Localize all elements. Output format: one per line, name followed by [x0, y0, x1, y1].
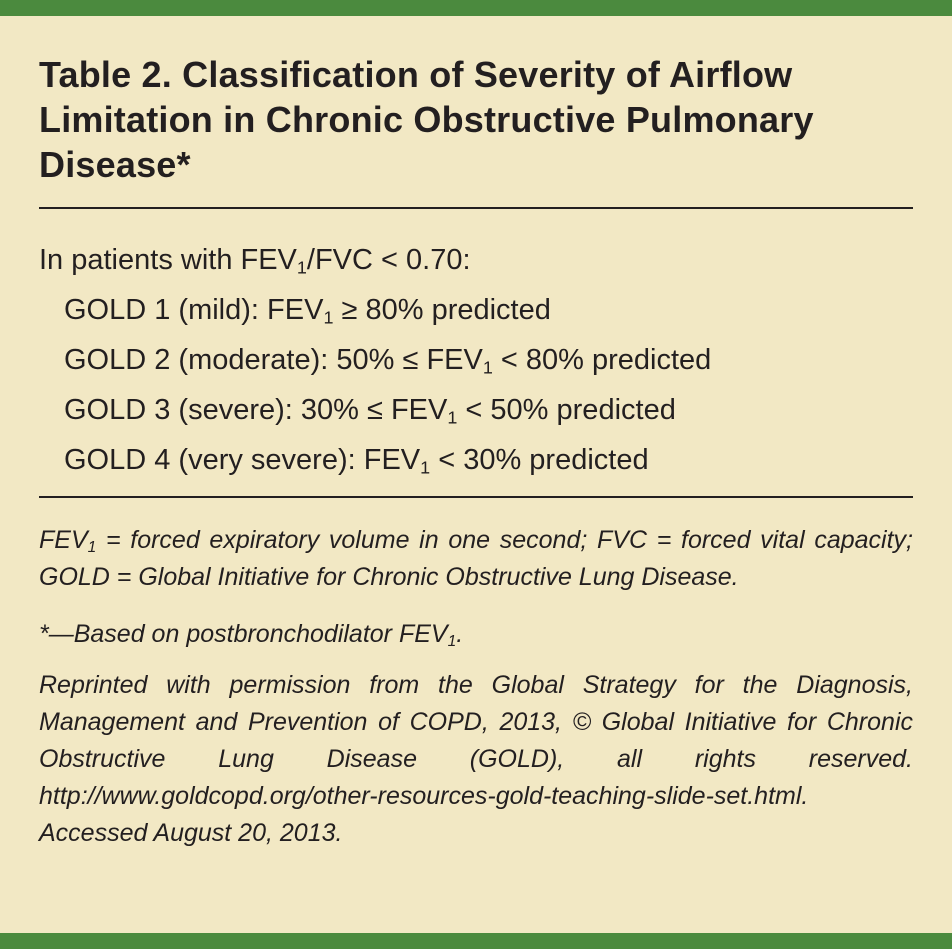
divider-bottom	[39, 496, 913, 498]
gold-1-row: GOLD 1 (mild): $FEV_1 \ge 80\%$ predicted	[64, 294, 551, 328]
table-title: Table 2. Classification of Severity of Airflow Limitation in Chronic Obstructive Pulmonary Disease*	[39, 54, 814, 185]
intro-line: In patients with $FEV_1$/FVC < 0.70:	[39, 244, 471, 278]
asterisk-note: *—Based on postbronchodilator $FEV_1$.	[39, 620, 464, 650]
abbreviations-note: $FEV_1$ = forced expiratory volume in one second; FVC = forced vital capacity; GOLD = Global Initiative for Chronic Obstructive Lung Disease.	[39, 526, 913, 591]
source-note: Reprinted with permission from the Global Strategy for the Diagnosis, Management and Prevention of COPD, 2013, © Global Initiative for Chronic Obstructive Lung Disease (GOLD), all rights reserved. http://www.goldcopd.org/other-resources-gold-teaching-slide-set.html. Accessed August 20, 2013.	[39, 671, 913, 847]
gold-3-row: GOLD 3 (severe): $30\% \le FEV_1 < 50\%$ predicted	[64, 394, 676, 428]
table-panel	[39, 52, 913, 852]
top-border-band	[0, 0, 952, 16]
divider-top	[39, 207, 913, 209]
bottom-border-band	[0, 933, 952, 949]
classification-list	[64, 292, 913, 478]
gold-4-row: GOLD 4 (very severe): $FEV_1 < 30\%$ predicted	[64, 444, 649, 478]
gold-2-row: GOLD 2 (moderate): $50\% \le FEV_1 < 80\%$ predicted	[64, 344, 712, 378]
